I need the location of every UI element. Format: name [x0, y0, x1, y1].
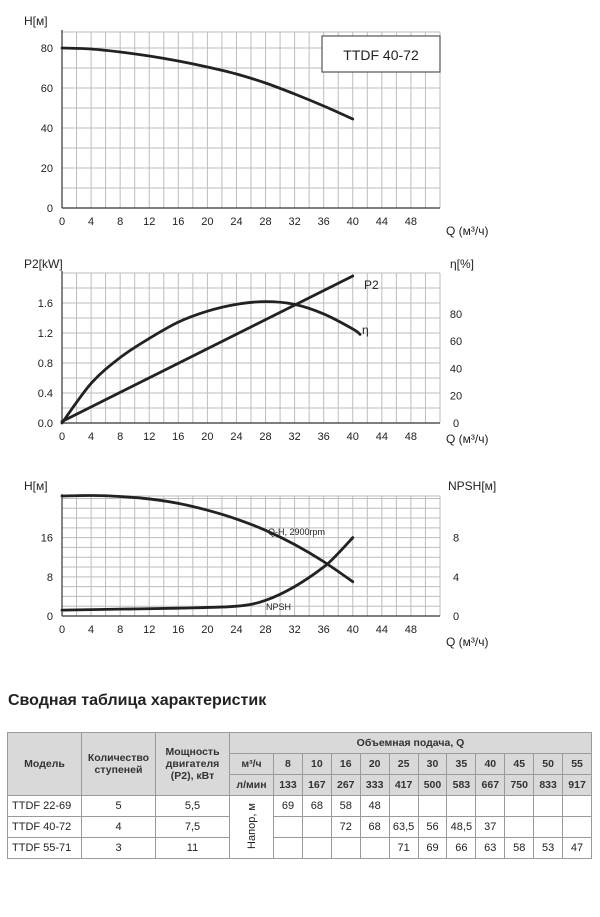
npsh-chart-grid — [62, 496, 440, 616]
stages-cell: 5 — [82, 796, 156, 817]
head-cell — [302, 838, 331, 859]
x-tick-label: 20 — [201, 431, 214, 443]
y-right-tick-label: 0 — [452, 418, 460, 430]
x-tick-label: 44 — [375, 431, 388, 443]
y-tick-label: 1.2 — [37, 328, 53, 340]
head-cell: 71 — [389, 838, 418, 859]
x-tick-label: 12 — [143, 216, 156, 228]
flow-m3h-value: 35 — [447, 754, 476, 775]
y-tick-label: 0 — [46, 203, 53, 215]
x-tick-label: 24 — [230, 216, 243, 228]
head-cell — [360, 838, 389, 859]
series-label: η — [362, 323, 369, 337]
x-tick-label: 24 — [230, 431, 243, 443]
x-tick-label: 40 — [346, 216, 359, 228]
x-tick-label: 12 — [143, 624, 156, 636]
flow-lmin-value: 417 — [389, 775, 418, 796]
head-cell: 68 — [302, 796, 331, 817]
head-cell: 48 — [360, 796, 389, 817]
x-tick-label: 36 — [317, 624, 330, 636]
y-tick-label: 20 — [40, 163, 53, 175]
power-header: Мощность двигателя (P2), кВт — [156, 733, 230, 796]
x-tick-label: 0 — [58, 431, 66, 443]
y-tick-label: 0.8 — [37, 358, 53, 370]
head-cell: 58 — [505, 838, 534, 859]
x-tick-label: 48 — [404, 624, 418, 636]
head-cell — [534, 796, 563, 817]
flow-m3h-value: 45 — [505, 754, 534, 775]
flow-lmin-value: 833 — [534, 775, 563, 796]
stages-cell: 4 — [82, 817, 156, 838]
x-tick-label: 16 — [172, 624, 185, 636]
head-cell — [302, 817, 331, 838]
summary-table-title: Сводная таблица характеристик — [8, 692, 267, 709]
x-tick-label: 20 — [201, 624, 214, 636]
series-label: P2 — [364, 278, 379, 292]
npsh-head-ylabel: H[м] — [24, 479, 48, 493]
flow-lmin-value: 917 — [563, 775, 592, 796]
y-right-tick-label: 80 — [449, 308, 463, 321]
power-chart-ylabel: P2[kW] — [24, 257, 63, 271]
power-chart-grid — [62, 273, 440, 423]
head-label-cell — [230, 796, 274, 859]
npsh-chart-xlabel: Q (м³/ч) — [446, 635, 489, 649]
x-tick-label: 8 — [117, 624, 124, 636]
table-row — [8, 796, 592, 817]
head-cell: 58 — [331, 796, 360, 817]
head-cell: 48,5 — [447, 817, 476, 838]
x-tick-label: 8 — [117, 431, 124, 443]
x-tick-label: 4 — [88, 431, 95, 443]
npsh-ylabel: NPSH[м] — [448, 479, 497, 493]
stages-cell: 3 — [82, 838, 156, 859]
head-cell: 69 — [418, 838, 447, 859]
table-body — [8, 796, 592, 859]
flow-lmin-value: 667 — [476, 775, 505, 796]
x-tick-label: 40 — [346, 624, 359, 636]
y-right-tick-label: 0 — [452, 611, 460, 623]
x-tick-label: 16 — [172, 431, 185, 443]
head-cell — [274, 817, 303, 838]
head-cell: 37 — [476, 817, 505, 838]
x-tick-label: 32 — [288, 216, 301, 228]
series-line-- — [62, 302, 360, 423]
y-tick-label: 60 — [40, 83, 53, 95]
x-tick-label: 20 — [201, 216, 214, 228]
npsh-chart — [0, 470, 600, 670]
head-cell — [274, 838, 303, 859]
x-tick-label: 36 — [317, 216, 330, 228]
flow-m3h-value: 55 — [563, 754, 592, 775]
head-cell: 69 — [274, 796, 303, 817]
model-header: Модель — [8, 733, 82, 796]
head-cell: 66 — [447, 838, 476, 859]
head-cell — [418, 796, 447, 817]
flow-lmin-value: 333 — [360, 775, 389, 796]
model-cell: TTDF 22-69 — [8, 796, 82, 817]
x-tick-label: 8 — [117, 216, 124, 228]
head-chart-xlabel: Q (м³/ч) — [446, 224, 489, 238]
x-tick-label: 36 — [317, 431, 330, 443]
x-tick-label: 32 — [288, 624, 301, 636]
flow-m3h-value: 25 — [389, 754, 418, 775]
table-header-row-1 — [8, 733, 592, 754]
model-cell: TTDF 55-71 — [8, 838, 82, 859]
head-cell: 63,5 — [389, 817, 418, 838]
unit-lmin: л/мин — [230, 775, 274, 796]
head-cell: 63 — [476, 838, 505, 859]
head-cell: 47 — [563, 838, 592, 859]
head-cell — [505, 796, 534, 817]
y-tick-label: 0.4 — [37, 388, 53, 400]
flow-lmin-value: 133 — [274, 775, 303, 796]
y-tick-label: 16 — [40, 532, 53, 545]
x-tick-label: 32 — [288, 431, 301, 443]
x-tick-label: 48 — [404, 431, 418, 443]
x-tick-label: 48 — [404, 216, 418, 228]
y-right-tick-label: 8 — [452, 532, 460, 545]
head-cell — [389, 796, 418, 817]
y-right-tick-label: 40 — [449, 363, 463, 376]
head-cell — [331, 838, 360, 859]
x-tick-label: 24 — [230, 624, 243, 636]
flow-m3h-value: 30 — [418, 754, 447, 775]
head-cell: 56 — [418, 817, 447, 838]
flow-lmin-value: 500 — [418, 775, 447, 796]
table-row — [8, 838, 592, 859]
x-tick-label: 40 — [346, 431, 359, 443]
stages-header: Количество ступеней — [82, 733, 156, 796]
flow-lmin-value: 750 — [505, 775, 534, 796]
unit-m3h: м³/ч — [230, 754, 274, 775]
x-tick-label: 28 — [259, 624, 272, 636]
flow-m3h-value: 16 — [331, 754, 360, 775]
x-tick-label: 28 — [259, 431, 272, 443]
head-cell — [534, 817, 563, 838]
y-tick-label: 80 — [40, 43, 53, 55]
head-cell — [447, 796, 476, 817]
x-tick-label: 44 — [375, 624, 388, 636]
x-tick-label: 44 — [375, 216, 388, 228]
power-efficiency-chart — [0, 250, 600, 460]
efficiency-chart-ylabel: η[%] — [450, 257, 475, 271]
head-cell — [505, 817, 534, 838]
flow-lmin-value: 583 — [447, 775, 476, 796]
x-tick-label: 4 — [88, 216, 95, 228]
x-tick-label: 4 — [88, 624, 95, 636]
head-chart-ylabel: H[м] — [24, 14, 48, 28]
flow-header: Объемная подача, Q — [230, 733, 592, 754]
y-tick-label: 1.6 — [37, 298, 53, 310]
power-cell: 5,5 — [156, 796, 230, 817]
head-cell — [476, 796, 505, 817]
flow-m3h-value: 50 — [534, 754, 563, 775]
x-tick-label: 12 — [143, 431, 156, 443]
series-label: Q-H, 2900rpm — [268, 527, 326, 537]
x-tick-label: 28 — [259, 216, 272, 228]
flow-lmin-value: 267 — [331, 775, 360, 796]
y-tick-label: 0 — [46, 611, 53, 623]
head-cell — [563, 817, 592, 838]
head-cell — [563, 796, 592, 817]
x-tick-label: 16 — [172, 216, 185, 228]
flow-lmin-value: 167 — [302, 775, 331, 796]
y-tick-label: 40 — [40, 123, 53, 135]
power-chart-xlabel: Q (м³/ч) — [446, 432, 489, 446]
y-right-tick-label: 20 — [449, 390, 463, 403]
power-cell: 7,5 — [156, 817, 230, 838]
y-tick-label: 8 — [46, 571, 53, 584]
model-cell: TTDF 40-72 — [8, 817, 82, 838]
head-chart — [0, 0, 600, 245]
head-cell: 72 — [331, 817, 360, 838]
flow-m3h-value: 40 — [476, 754, 505, 775]
head-cell: 68 — [360, 817, 389, 838]
x-tick-label: 0 — [58, 216, 66, 228]
flow-m3h-value: 20 — [360, 754, 389, 775]
flow-m3h-value: 8 — [274, 754, 303, 775]
power-cell: 11 — [156, 838, 230, 859]
head-cell: 53 — [534, 838, 563, 859]
power-chart-marks — [38, 271, 462, 443]
table-row — [8, 817, 592, 838]
y-tick-label: 0.0 — [37, 418, 53, 430]
y-right-tick-label: 4 — [452, 571, 460, 584]
head-label: Напор, м — [245, 802, 258, 849]
y-right-tick-label: 60 — [449, 336, 463, 349]
x-tick-label: 0 — [58, 624, 66, 636]
summary-table — [7, 732, 592, 859]
model-title: TTDF 40-72 — [343, 47, 419, 63]
series-label: NPSH — [266, 602, 292, 612]
flow-m3h-value: 10 — [302, 754, 331, 775]
